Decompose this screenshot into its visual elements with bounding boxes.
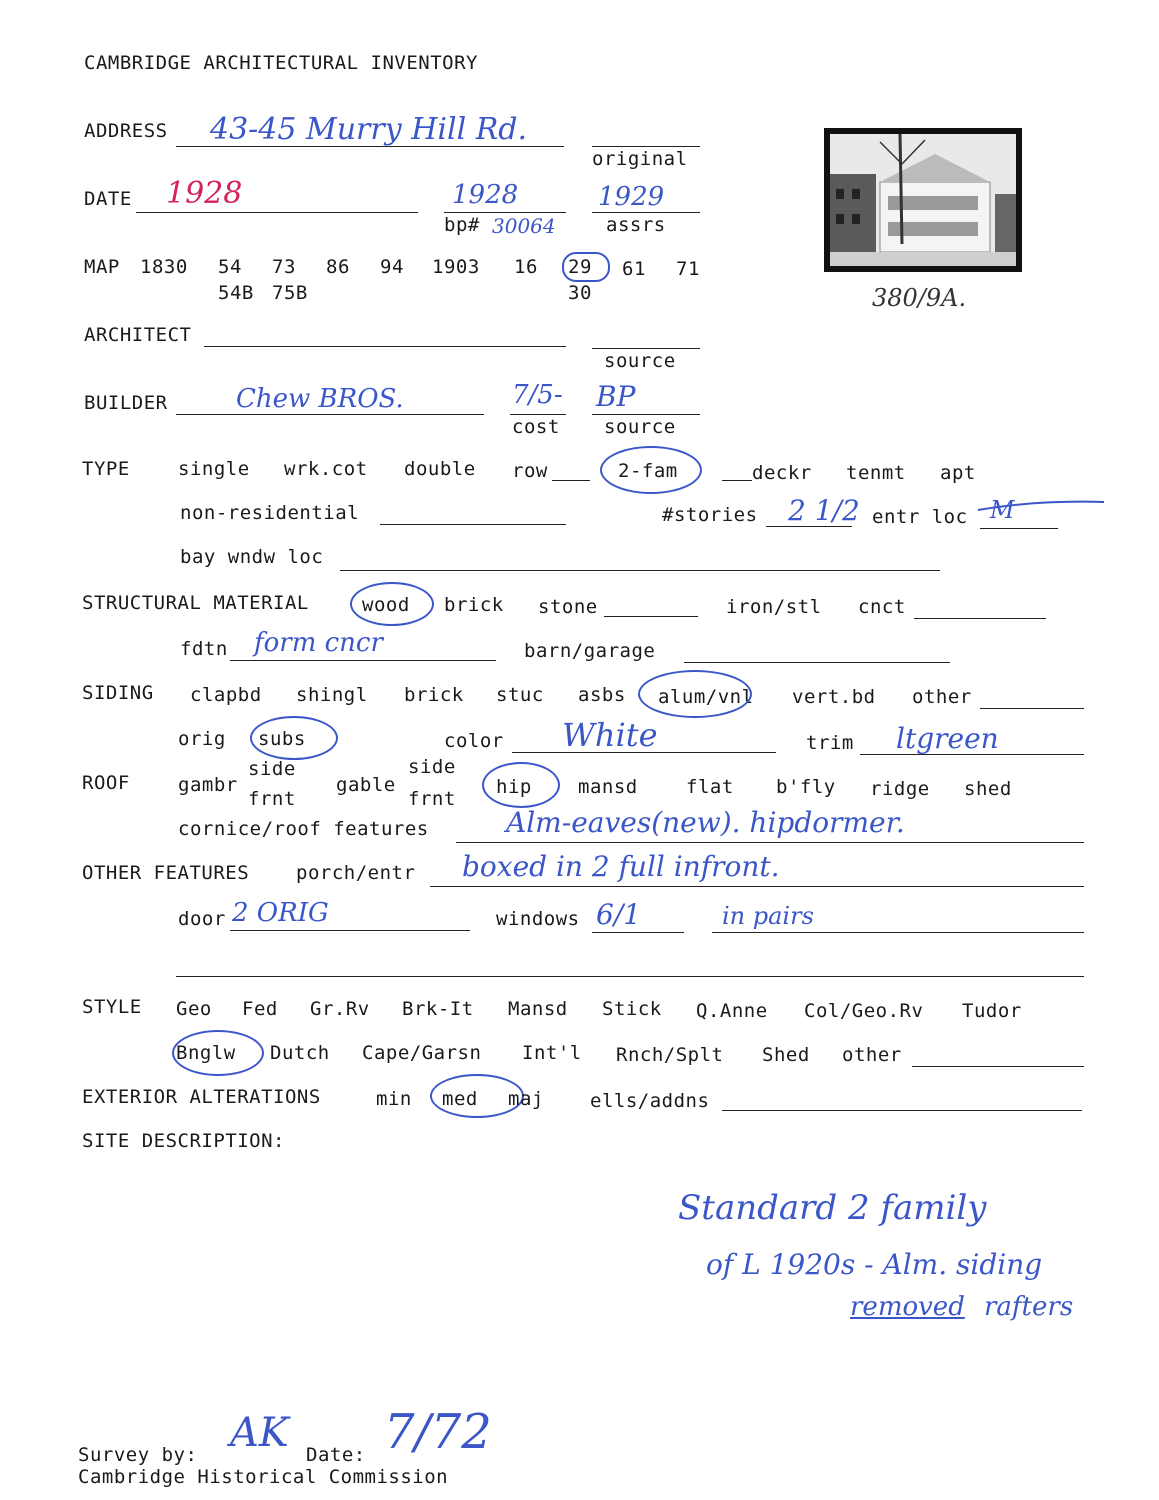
windows-line <box>592 932 684 933</box>
style-stick: Stick <box>602 998 662 1020</box>
survey-date-value: 7/72 <box>384 1404 492 1460</box>
struct-brick: brick <box>444 594 504 616</box>
porch-label: porch/entr <box>296 862 416 884</box>
map-year-61: 61 <box>622 258 646 280</box>
door-label: door <box>178 908 226 930</box>
windows-note-value: in pairs <box>722 902 814 930</box>
door-value: 2 ORIG <box>232 898 329 928</box>
style-colgeorv: Col/Geo.Rv <box>804 1000 924 1022</box>
architect-source-label: source <box>604 350 676 372</box>
bp-year: 1928 <box>452 180 519 210</box>
extra-line <box>176 976 1084 977</box>
type-double: double <box>404 458 476 480</box>
siding-label: SIDING <box>82 682 154 704</box>
roof-gable: gable <box>336 774 396 796</box>
site-line-2: of L 1920s - Alm. siding <box>706 1248 1043 1281</box>
house-photo-illustration <box>830 134 1016 266</box>
map-year-73: 73 <box>272 256 296 278</box>
survey-by-value: AK <box>230 1410 289 1456</box>
nonres-line <box>380 524 566 525</box>
cornice-value: Alm-eaves(new). hipdormer. <box>506 806 905 839</box>
builder-label: BUILDER <box>84 392 168 414</box>
site-line-3b: rafters <box>984 1292 1074 1322</box>
fdtn-label: fdtn <box>180 638 228 660</box>
assrs-line <box>592 212 700 213</box>
cost-value: 7/5- <box>512 380 563 410</box>
original-line <box>592 146 700 147</box>
struct-stone-line <box>604 616 698 617</box>
site-label: SITE DESCRIPTION: <box>82 1130 285 1152</box>
cost-label: cost <box>512 416 560 438</box>
roof-ridge: ridge <box>870 778 930 800</box>
type-row: row <box>512 460 548 482</box>
builder-value: Chew BROS. <box>236 384 404 414</box>
ells-line <box>722 1110 1082 1111</box>
architect-source-line <box>592 348 700 349</box>
fdtn-value: form cncr <box>254 628 383 658</box>
roof-hip-circle <box>482 762 560 808</box>
entr-loc-label: entr loc <box>872 506 968 528</box>
builder-source-value: BP <box>596 380 636 413</box>
siding-other-line <box>980 708 1084 709</box>
style-label: STYLE <box>82 996 142 1018</box>
siding-stuc: stuc <box>496 684 544 706</box>
stories-label: #stories <box>662 504 758 526</box>
map-year-1830: 1830 <box>140 256 188 278</box>
siding-asbs: asbs <box>578 684 626 706</box>
type-2fam: 2-fam <box>618 460 678 482</box>
type-single: single <box>178 458 250 480</box>
roof-bfly: b'fly <box>776 776 836 798</box>
style-other-line <box>912 1066 1084 1067</box>
map-label: MAP <box>84 256 120 278</box>
map-year-30: 30 <box>568 282 592 304</box>
windows-label: windows <box>496 908 580 930</box>
builder-line <box>176 414 484 415</box>
siding-brick: brick <box>404 684 464 706</box>
address-label: ADDRESS <box>84 120 168 142</box>
color-label: color <box>444 730 504 752</box>
type-deckr: deckr <box>752 462 812 484</box>
entr-loc-stroke <box>976 496 1108 516</box>
entr-loc-line <box>980 528 1058 529</box>
bp-line <box>444 212 566 213</box>
roof-hip: hip <box>496 776 532 798</box>
assrs-label: assrs <box>606 214 666 236</box>
style-brkit: Brk-It <box>402 998 474 1020</box>
siding-alum-circle <box>638 670 752 718</box>
form-title: CAMBRIDGE ARCHITECTURAL INVENTORY <box>84 52 478 74</box>
style-fed: Fed <box>242 998 278 1020</box>
struct-wood: wood <box>362 594 410 616</box>
roof-mansd: mansd <box>578 776 638 798</box>
structural-label: STRUCTURAL MATERIAL <box>82 592 309 614</box>
windows-value: 6/1 <box>596 898 642 931</box>
map-year-94: 94 <box>380 256 404 278</box>
map-year-54: 54 <box>218 256 242 278</box>
commission-label: Cambridge Historical Commission <box>78 1466 449 1488</box>
siding-other: other <box>912 686 972 708</box>
siding-clapbd: clapbd <box>190 684 262 706</box>
photo-reference: 380/9A. <box>872 284 967 312</box>
architect-label: ARCHITECT <box>84 324 192 346</box>
alt-maj: maj <box>508 1088 544 1110</box>
map-year-54b: 54B <box>218 282 254 304</box>
bay-wndw-label: bay wndw loc <box>180 546 324 568</box>
style-geo: Geo <box>176 998 212 1020</box>
map-year-75b: 75B <box>272 282 308 304</box>
survey-by-label: Survey by: <box>78 1444 198 1466</box>
fdtn-line <box>230 660 496 661</box>
type-2fam-circle <box>600 446 702 494</box>
cost-line <box>510 414 566 415</box>
orig-subs-circle <box>250 716 338 760</box>
stories-value: 2 1/2 <box>788 494 860 527</box>
entr-loc-value: M <box>990 496 1015 524</box>
cornice-label: cornice/roof features <box>178 818 429 840</box>
ext-alt-label: EXTERIOR ALTERATIONS <box>82 1086 321 1108</box>
roof-gable-side: side <box>408 756 456 778</box>
roof-gambr-side: side <box>248 758 296 780</box>
type-tenmt: tenmt <box>846 462 906 484</box>
door-line <box>230 930 470 931</box>
orig-label: orig <box>178 728 226 750</box>
ells-label: ells/addns <box>590 1090 710 1112</box>
style-shed: Shed <box>762 1044 810 1066</box>
style-intl: Int'l <box>522 1042 582 1064</box>
site-line-3a: removed <box>850 1292 965 1322</box>
cornice-line <box>456 842 1084 843</box>
roof-flat: flat <box>686 776 734 798</box>
siding-shingl: shingl <box>296 684 368 706</box>
struct-cnct: cnct <box>858 596 906 618</box>
siding-alumvnl: alum/vnl <box>658 686 754 708</box>
assrs-year: 1929 <box>598 182 665 212</box>
roof-gambr: gambr <box>178 774 238 796</box>
nonres-label: non-residential <box>180 502 360 524</box>
type-row-line <box>552 480 590 481</box>
struct-stone: stone <box>538 596 598 618</box>
alt-med: med <box>442 1088 478 1110</box>
type-wrkcot: wrk.cot <box>284 458 368 480</box>
roof-shed: shed <box>964 778 1012 800</box>
map-year-86: 86 <box>326 256 350 278</box>
type-deckr-line <box>722 480 752 481</box>
bp-label: bp# <box>444 214 480 236</box>
porch-line <box>430 886 1084 887</box>
other-features-label: OTHER FEATURES <box>82 862 250 884</box>
building-photo <box>824 128 1022 272</box>
porch-value: boxed in 2 full infront. <box>462 850 780 883</box>
map-year-29: 29 <box>568 256 592 278</box>
barn-garage-label: barn/garage <box>524 640 656 662</box>
site-line-1: Standard 2 family <box>678 1188 987 1228</box>
survey-date-label: Date: <box>306 1444 366 1466</box>
map-year-16: 16 <box>514 256 538 278</box>
struct-cnct-line <box>914 618 1046 619</box>
alt-min: min <box>376 1088 412 1110</box>
barn-garage-line <box>684 662 950 663</box>
trim-value: ltgreen <box>896 722 999 755</box>
style-capegarsn: Cape/Garsn <box>362 1042 482 1064</box>
map-29-circle <box>562 252 610 282</box>
roof-gambr-frnt: frnt <box>248 788 296 810</box>
roof-gable-frnt: frnt <box>408 788 456 810</box>
orig-subs: subs <box>258 728 306 750</box>
original-label: original <box>592 148 688 170</box>
style-mansd: Mansd <box>508 998 568 1020</box>
style-dutch: Dutch <box>270 1042 330 1064</box>
style-rnchsplt: Rnch/Splt <box>616 1044 724 1066</box>
struct-wood-circle <box>350 582 434 626</box>
map-year-71: 71 <box>676 258 700 280</box>
style-grrv: Gr.Rv <box>310 998 370 1020</box>
builder-source-line <box>592 414 700 415</box>
map-year-1903: 1903 <box>432 256 480 278</box>
address-value: 43-45 Murry Hill Rd. <box>210 112 528 147</box>
builder-source-label: source <box>604 416 676 438</box>
roof-label: ROOF <box>82 772 130 794</box>
date-value: 1928 <box>166 176 243 211</box>
type-label: TYPE <box>82 458 130 480</box>
style-bnglw-circle <box>172 1030 264 1076</box>
style-tudor: Tudor <box>962 1000 1022 1022</box>
color-value: White <box>562 716 658 754</box>
date-line <box>136 212 418 213</box>
date-label: DATE <box>84 188 132 210</box>
bp-number: 30064 <box>492 214 556 238</box>
struct-ironstl: iron/stl <box>726 596 822 618</box>
windows-note-line <box>712 932 1084 933</box>
siding-vertbd: vert.bd <box>792 686 876 708</box>
bay-wndw-line <box>340 570 940 571</box>
trim-label: trim <box>806 732 854 754</box>
architect-line <box>204 346 566 347</box>
style-bnglw: Bnglw <box>176 1042 236 1064</box>
style-other: other <box>842 1044 902 1066</box>
type-apt: apt <box>940 462 976 484</box>
style-qanne: Q.Anne <box>696 1000 768 1022</box>
